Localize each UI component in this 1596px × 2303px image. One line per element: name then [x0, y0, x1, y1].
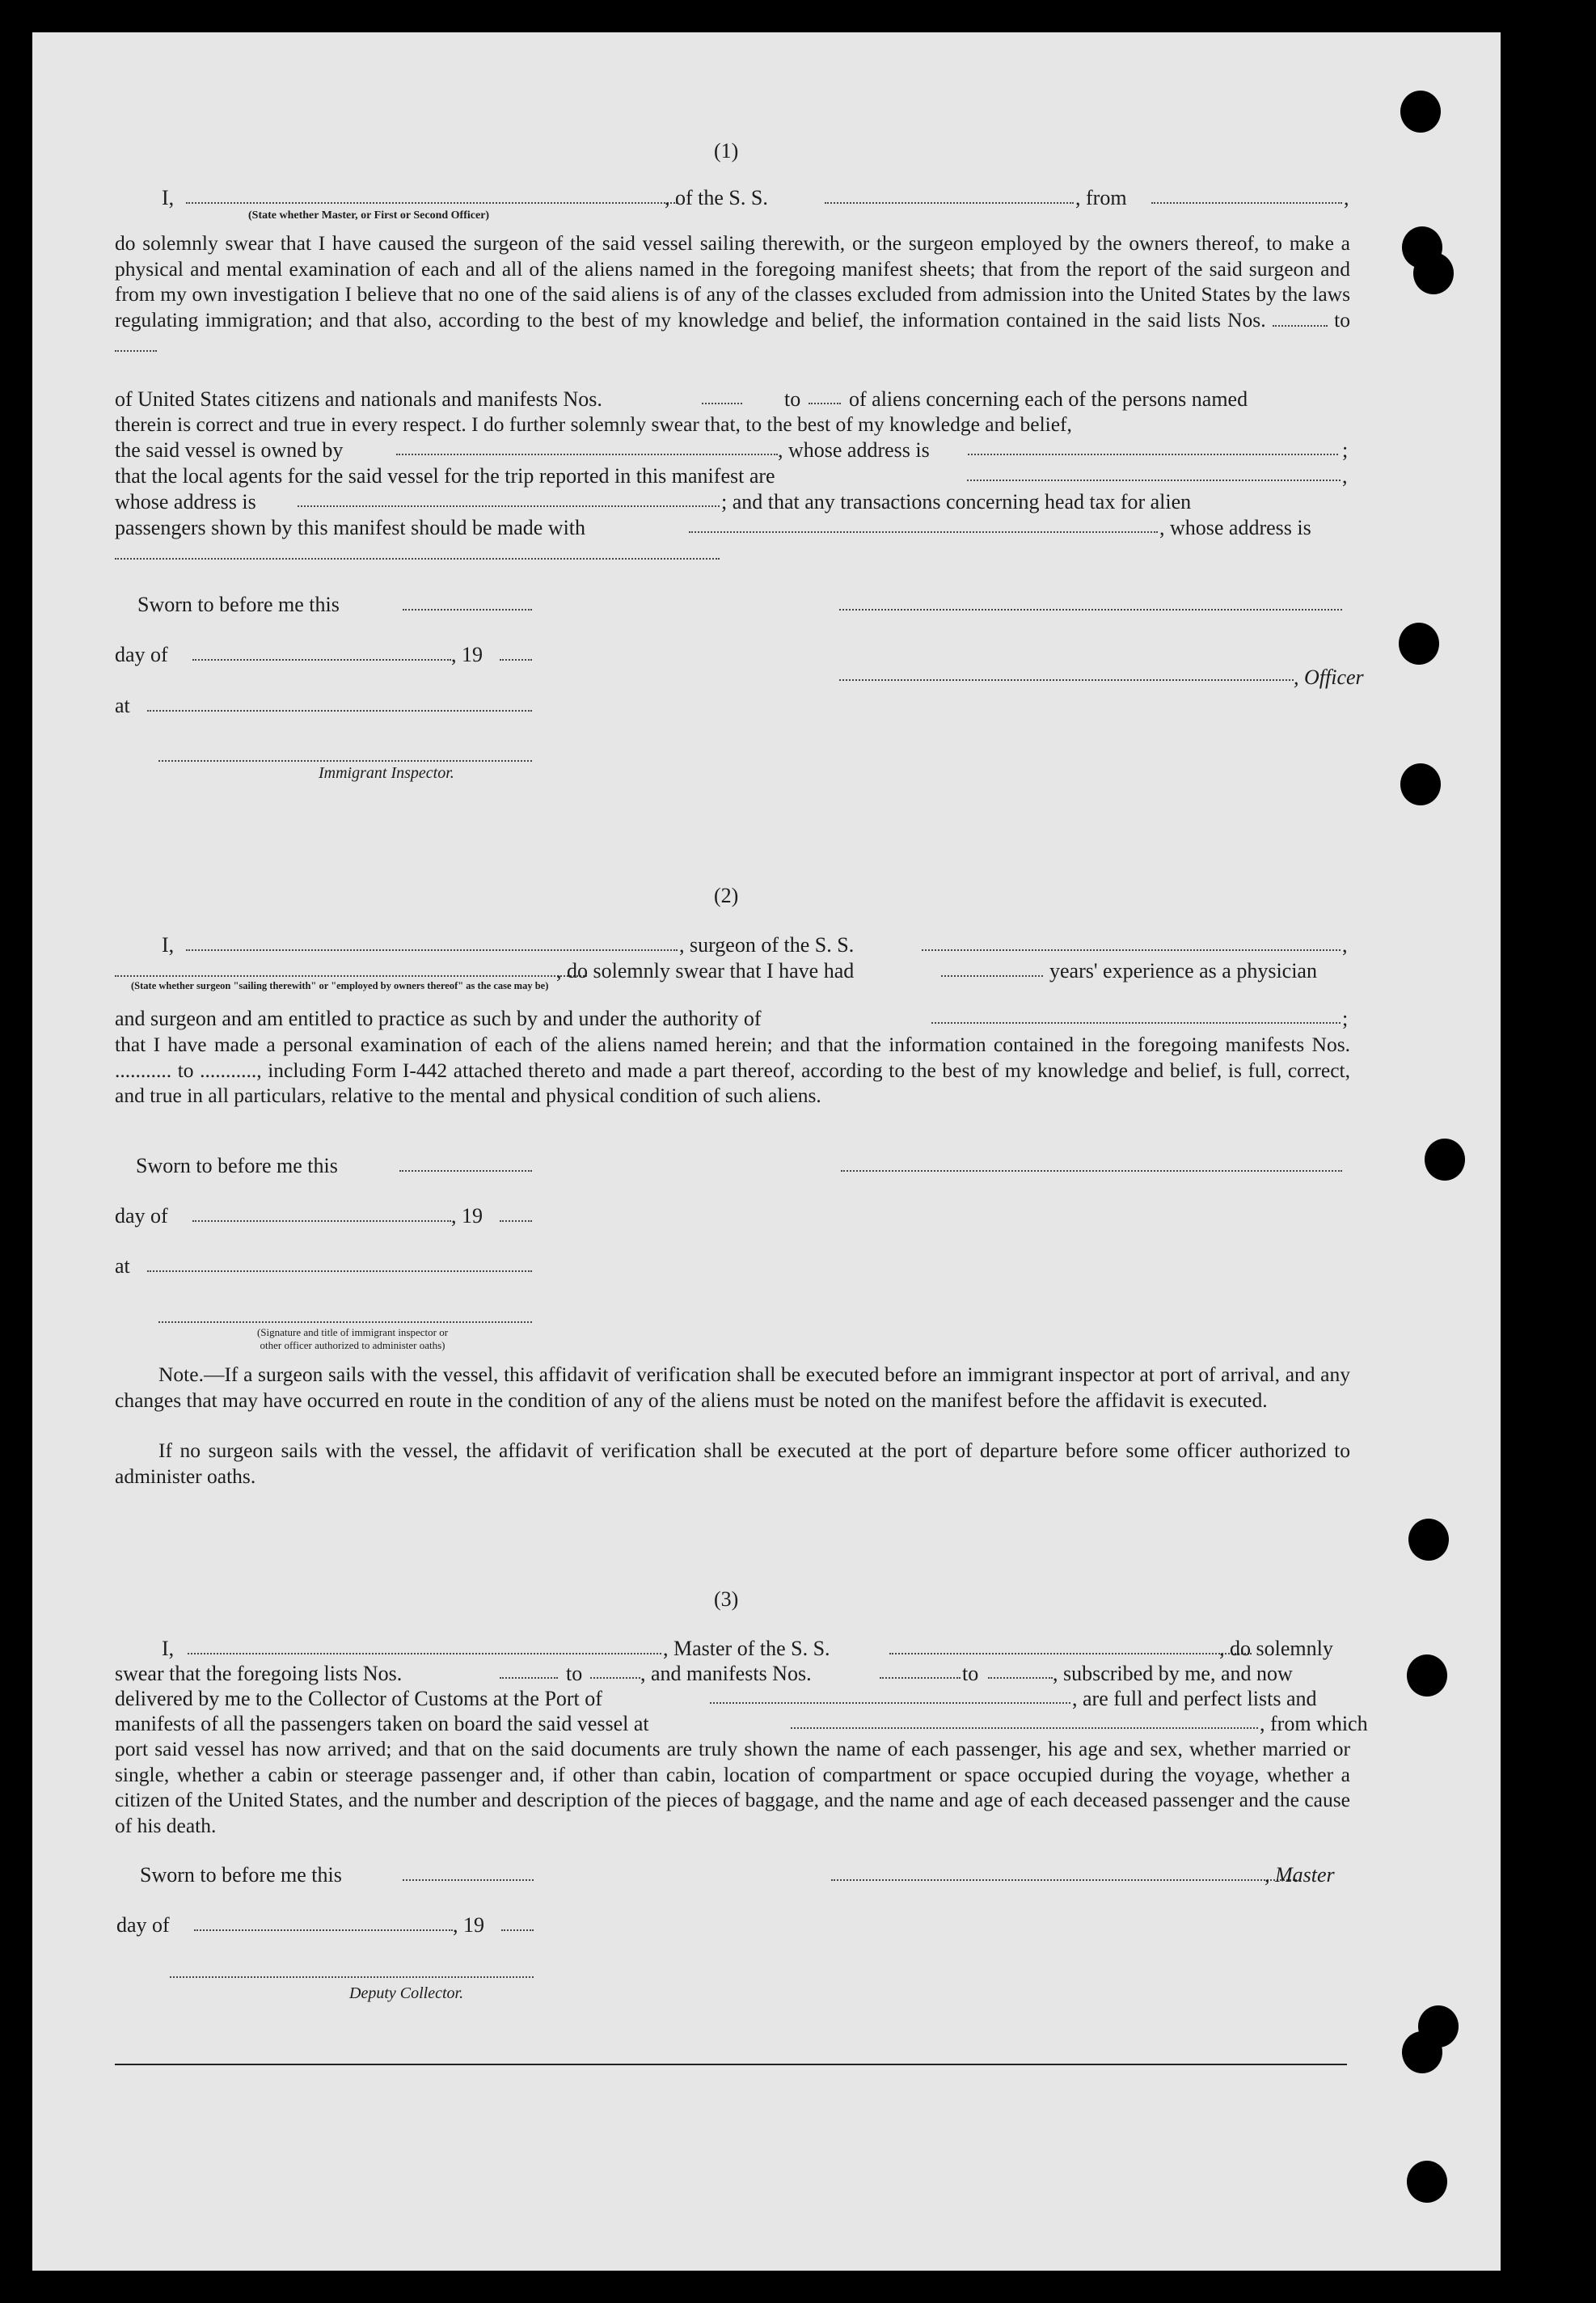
years-experience-field[interactable] — [941, 975, 1043, 977]
s2-sworn-label: Sworn to before me this — [136, 1154, 338, 1177]
s2-signature-caption-1: (Signature and title of immigrant inspector or — [256, 1326, 449, 1338]
punch-hole — [1408, 1519, 1449, 1561]
s2-vessel-field[interactable] — [922, 949, 1341, 951]
owner-semicolon: ; — [1342, 438, 1349, 462]
deputy-collector-label: Deputy Collector. — [349, 1984, 464, 2002]
s2-sworn-day-field[interactable] — [399, 1170, 532, 1172]
s3-year-field[interactable] — [501, 1929, 534, 1931]
s1-day-of-label: day of — [115, 643, 168, 666]
master-of-label: , Master of the S. S. — [663, 1637, 830, 1660]
surgeon-of-label: , surgeon of the S. S. — [679, 933, 855, 957]
from-port-field[interactable] — [1151, 202, 1342, 204]
citizens-to-label: to — [784, 387, 801, 411]
s2-at-label: at — [115, 1254, 130, 1278]
surgeon-signature-field[interactable] — [841, 1170, 1342, 1172]
punch-hole — [1402, 2031, 1442, 2073]
s1-at-label: at — [115, 694, 130, 717]
punch-hole — [1407, 2161, 1447, 2203]
officer-label: , Officer — [1294, 666, 1364, 689]
taken-on-board-label: manifests of all the passengers taken on board the said vessel at — [115, 1712, 649, 1735]
s3-passenger-text: port said vessel has now arrived; and that on the said documents are truly shown the name of each passenger, his age and sex, whether married or single, whether a cabin or steerage passenger and, if other than cabin, location of compartment or space occupied during the voyage, whether a citizen of the United States, and the number and description of the pieces of baggage, and the name and age of each deceased passenger and the cause of his death. — [115, 1737, 1350, 1837]
s1-year-label: , 19 — [451, 643, 483, 666]
citizen-manifest-from-field[interactable] — [702, 403, 742, 404]
years-experience-label: years' experience as a physician — [1049, 959, 1317, 982]
s2-year-field[interactable] — [500, 1220, 532, 1222]
solemnly-had-label: , do solemnly swear that I have had — [556, 959, 855, 982]
authority-semicolon: ; — [1342, 1007, 1349, 1030]
lists-to-label: to — [566, 1662, 583, 1685]
s1-place-field[interactable] — [147, 710, 532, 712]
officer-rank-caption: (State whether Master, or First or Second Officer) — [248, 209, 490, 222]
manifests-from-field[interactable] — [880, 1677, 961, 1679]
collector-port-label: delivered by me to the Collector of Customs at the Port of — [115, 1687, 602, 1710]
s1-comma: , — [1344, 186, 1349, 209]
embark-port-field[interactable] — [791, 1727, 1258, 1729]
master-signature-field[interactable] — [831, 1879, 1297, 1881]
s3-vessel-field[interactable] — [889, 1653, 1252, 1654]
aliens-concerning-label: of aliens concerning each of the persons named — [849, 387, 1248, 411]
officer-rank-field[interactable] — [186, 202, 678, 204]
do-solemnly-label: , do solemnly — [1219, 1637, 1333, 1660]
head-tax-label: ; and that any transactions concerning head tax for alien — [721, 490, 1192, 513]
practice-authority-label: and surgeon and am entitled to practice as such by and under the authority of — [115, 1007, 762, 1030]
punch-hole — [1407, 1654, 1447, 1697]
form-page — [32, 32, 1501, 2271]
s2-comma: , — [1342, 933, 1348, 957]
surgeon-name-field[interactable] — [186, 949, 678, 951]
surgeon-status-field[interactable] — [115, 975, 587, 977]
punch-hole — [1425, 1139, 1465, 1181]
agent-address-field[interactable] — [298, 505, 720, 507]
s3-sworn-day-field[interactable] — [403, 1879, 534, 1881]
manifests-to-field[interactable] — [988, 1677, 1053, 1679]
full-perfect-label: , are full and perfect lists and — [1072, 1687, 1317, 1710]
s2-officer-signature-field[interactable] — [158, 1321, 532, 1323]
owner-address-label: , whose address is — [778, 438, 930, 462]
inspector-label: Immigrant Inspector. — [319, 764, 454, 782]
from-which-label: , from which — [1260, 1712, 1368, 1735]
master-label: , Master — [1265, 1863, 1335, 1887]
inspector-signature-field[interactable] — [158, 760, 532, 762]
agents-comma: , — [1342, 464, 1348, 488]
s1-sworn-label: Sworn to before me this — [137, 593, 340, 616]
lists-from-field[interactable] — [500, 1677, 558, 1679]
s1-ss-label: , of the S. S. — [665, 186, 768, 209]
s2-i-label: I, — [162, 933, 175, 957]
s2-place-field[interactable] — [147, 1270, 532, 1272]
foregoing-lists-label: swear that the foregoing lists Nos. — [115, 1662, 403, 1685]
owned-by-label: the said vessel is owned by — [115, 438, 344, 462]
s2-signature-caption-2: other officer authorized to administer oaths) — [260, 1339, 445, 1351]
owner-address-field[interactable] — [968, 454, 1338, 455]
s3-sworn-label: Sworn to before me this — [140, 1863, 342, 1887]
note-paragraph-1: Note.—If a surgeon sails with the vessel, this affidavit of verification shall be executed before an immigrant inspector at port of arrival, and any changes that may have occurred en route in the condition of any of the aliens must be noted on the manifest before the affidavit is executed. — [115, 1363, 1350, 1412]
head-tax-address-field[interactable] — [115, 558, 720, 560]
vessel-owner-field[interactable] — [396, 454, 778, 455]
bottom-rule — [115, 2064, 1347, 2065]
manifests-nos-label: , and manifests Nos. — [640, 1662, 812, 1685]
officer-title-field[interactable] — [839, 679, 1294, 681]
head-tax-party-field[interactable] — [689, 531, 1158, 533]
s1-i-label: I, — [162, 186, 175, 209]
s3-day-of-label: day of — [116, 1913, 170, 1937]
section-3-number: (3) — [714, 1587, 739, 1611]
local-agents-label: that the local agents for the said vessel for the trip reported in this manifest are — [115, 464, 775, 488]
citizen-manifest-to-field[interactable] — [809, 403, 841, 404]
port-field[interactable] — [710, 1702, 1070, 1704]
s3-month-field[interactable] — [194, 1929, 453, 1931]
surgeon-status-caption: (State whether surgeon "sailing therewith" or "employed by owners thereof" as the case may be) — [131, 980, 549, 991]
vessel-name-field[interactable] — [825, 202, 1074, 204]
subscribed-label: , subscribed by me, and now — [1053, 1662, 1293, 1685]
agent-address-label: whose address is — [115, 490, 256, 513]
s2-month-field[interactable] — [192, 1220, 451, 1222]
passengers-shown-label: passengers shown by this manifest should be made with — [115, 516, 586, 539]
s1-year-field[interactable] — [500, 659, 532, 661]
section-1-number: (1) — [714, 139, 739, 163]
section-2-number: (2) — [714, 884, 739, 907]
citizens-manifests-label: of United States citizens and nationals and manifests Nos. — [115, 387, 602, 411]
punch-hole — [1400, 91, 1441, 133]
s3-i-label: I, — [162, 1637, 175, 1660]
s1-sworn-day-field[interactable] — [403, 609, 532, 611]
manifests-to-label: to — [962, 1662, 979, 1685]
s1-oath-text: do solemnly swear that I have caused the surgeon of the said vessel sailing therewith, or the surgeon employed by the owners thereof, to make a physical and mental examination of each and all of the aliens named in the foregoing manifest sheets; that from the report of the said surgeon and from my own investigation I believe that no one of the said aliens is of any of the classes excluded from admission into the United States by the laws regulating immigration; and that also, according to the best of my knowledge and belief, the information contained in the said lists Nos. to — [115, 230, 1350, 358]
master-name-field[interactable] — [188, 1653, 661, 1654]
s2-examination-text: that I have made a personal examination of each of the aliens named herein; and that the information contained in the foregoing manifests Nos. ........... to ..........., including Form I-442 attached thereto and made a part thereof, according to the best of my knowledge and belief, is full, correct, and true in all particulars, relative to the mental and physical condition of such aliens. — [115, 1033, 1350, 1107]
s2-day-of-label: day of — [115, 1204, 168, 1228]
punch-hole — [1413, 252, 1454, 294]
head-tax-address-label: , whose address is — [1159, 516, 1311, 539]
note-paragraph-2: If no surgeon sails with the vessel, the affidavit of verification shall be executed at the port of departure before some officer authorized to administer oaths. — [115, 1439, 1350, 1488]
s1-from-label: , from — [1075, 186, 1127, 209]
local-agents-field[interactable] — [967, 480, 1341, 481]
s2-year-label: , 19 — [451, 1204, 483, 1228]
lists-to-field[interactable] — [590, 1677, 640, 1679]
s3-year-label: , 19 — [453, 1913, 484, 1937]
officer-signature-field[interactable] — [839, 609, 1342, 611]
punch-hole — [1399, 623, 1439, 665]
therein-text: therein is correct and true in every respect. I do further solemnly swear that, to the best of my knowledge and belief, — [115, 412, 1072, 436]
deputy-signature-field[interactable] — [170, 1976, 534, 1978]
practice-authority-field[interactable] — [931, 1022, 1341, 1024]
punch-hole — [1400, 763, 1441, 805]
s1-month-field[interactable] — [192, 659, 451, 661]
